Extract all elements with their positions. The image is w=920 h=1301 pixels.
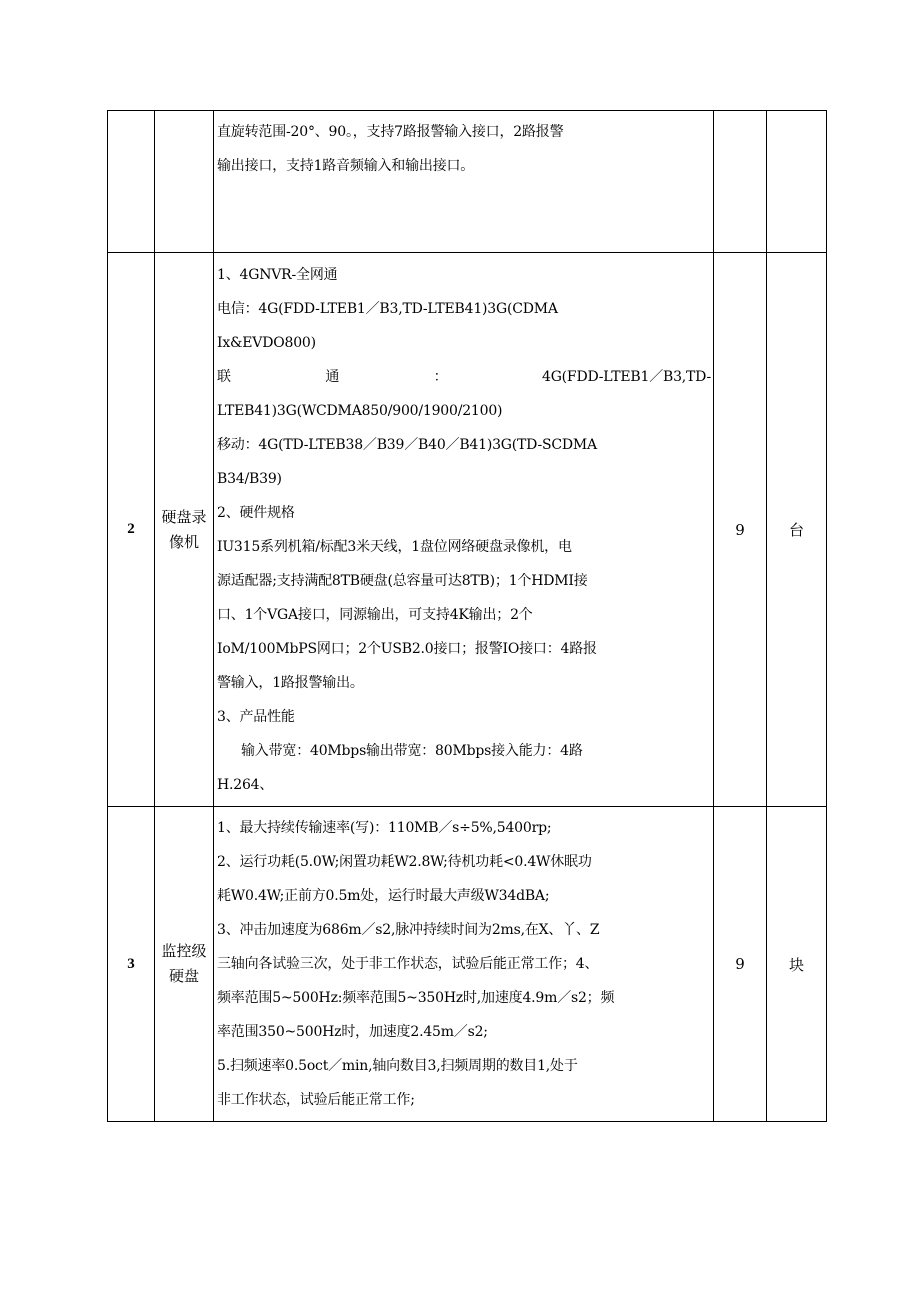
desc-line: 率范围350~500Hz时，加速度2.45m／s2; xyxy=(217,1024,488,1040)
item-name xyxy=(155,111,214,253)
desc-line: 非工作状态，试验后能正常工作; xyxy=(217,1092,415,1108)
desc-line: IoM/100MbPS网口；2个USB2.0接口；报警IO接口：4路报 xyxy=(217,640,597,657)
desc-line: 3、产品性能 xyxy=(217,708,295,725)
item-unit: 块 xyxy=(767,807,827,1122)
desc-line: 5.扫频速率0.5oct／min,轴向数目3,扫频周期的数目1,处于 xyxy=(217,1058,578,1074)
item-name-line: 硬盘录 xyxy=(161,507,207,526)
item-name xyxy=(155,253,214,807)
desc-line: 移动：4G(TD-LTEB38／B39／B40／B41)3G(TD-SCDMA xyxy=(217,436,597,453)
desc-token: 联 xyxy=(217,368,231,385)
desc-line: IU315系列机箱/标配3米天线，1盘位网络硬盘录像机，电 xyxy=(217,538,572,555)
item-description xyxy=(214,253,714,807)
desc-line: 2、运行功耗(5.0W;闲置功耗W2.8W;待机功耗<0.4W休眠功 xyxy=(217,854,592,870)
item-name-line: 像机 xyxy=(168,532,199,551)
item-name xyxy=(155,807,214,1122)
table-row xyxy=(108,807,827,1122)
item-description xyxy=(214,807,714,1122)
desc-line: 3、冲击加速度为686m／s2,脉冲持续时间为2ms,在X、丫、Z xyxy=(217,922,600,938)
desc-line: 输入带宽：40Mbps输出带宽：80Mbps接入能力：4路 xyxy=(241,742,583,759)
item-quantity xyxy=(714,111,767,253)
desc-line: 2、硬件规格 xyxy=(217,504,295,521)
desc-token: 4G(FDD-LTEB1／B3,TD- xyxy=(541,368,711,385)
desc-line: 源适配器;支持满配8TB硬盘(总容量可达8TB)；1个HDMI接 xyxy=(217,572,588,589)
desc-line: 1、4GNVR-全网通 xyxy=(217,266,338,283)
item-number: 2 xyxy=(108,253,155,807)
desc-line: Ix&EVDO800) xyxy=(217,334,316,351)
desc-line: 电信：4G(FDD-LTEB1／B3,TD-LTEB41)3G(CDMA xyxy=(217,300,558,317)
desc-line: 1、最大持续传输速率(写)：110MB／s÷5%,5400rp; xyxy=(217,820,552,836)
desc-line: 频率范围5~500Hz:频率范围5~350Hz时,加速度4.9m／s2；频 xyxy=(217,990,615,1006)
item-name-line: 硬盘 xyxy=(168,967,199,985)
item-quantity: 9 xyxy=(714,253,767,807)
desc-line: 口、1个VGA接口，同源输出，可支持4K输出；2个 xyxy=(217,606,533,623)
desc-line: LTEB41)3G(WCDMA850/900/1900/2100) xyxy=(217,402,503,419)
table-row xyxy=(108,111,827,253)
desc-token: ： xyxy=(433,368,448,385)
desc-line: H.264、 xyxy=(217,776,274,793)
item-number: 3 xyxy=(108,807,155,1122)
item-number xyxy=(108,111,155,253)
desc-line: B34/B39) xyxy=(217,470,282,487)
desc-line: 警输入，1路报警输出。 xyxy=(217,674,364,691)
item-unit: 台 xyxy=(767,253,827,807)
equipment-spec-table xyxy=(107,110,827,1122)
item-description xyxy=(214,111,714,253)
table-row xyxy=(108,253,827,807)
desc-line: 耗W0.4W;正前方0.5m处，运行时最大声级W34dBA; xyxy=(217,888,550,904)
desc-line: 三轴向各试验三次，处于非工作状态，试验后能正常工作；4、 xyxy=(217,956,599,972)
item-unit xyxy=(767,111,827,253)
item-quantity: 9 xyxy=(714,807,767,1122)
item-name-line: 监控级 xyxy=(161,942,207,960)
desc-line: 直旋转范围-20°、90。，支持7路报警输入接口，2路报警 xyxy=(217,124,564,140)
desc-line-justified xyxy=(217,360,711,394)
desc-line: 输出接口，支持1路音频输入和输出接口。 xyxy=(217,158,475,174)
desc-token: 通 xyxy=(325,368,340,385)
